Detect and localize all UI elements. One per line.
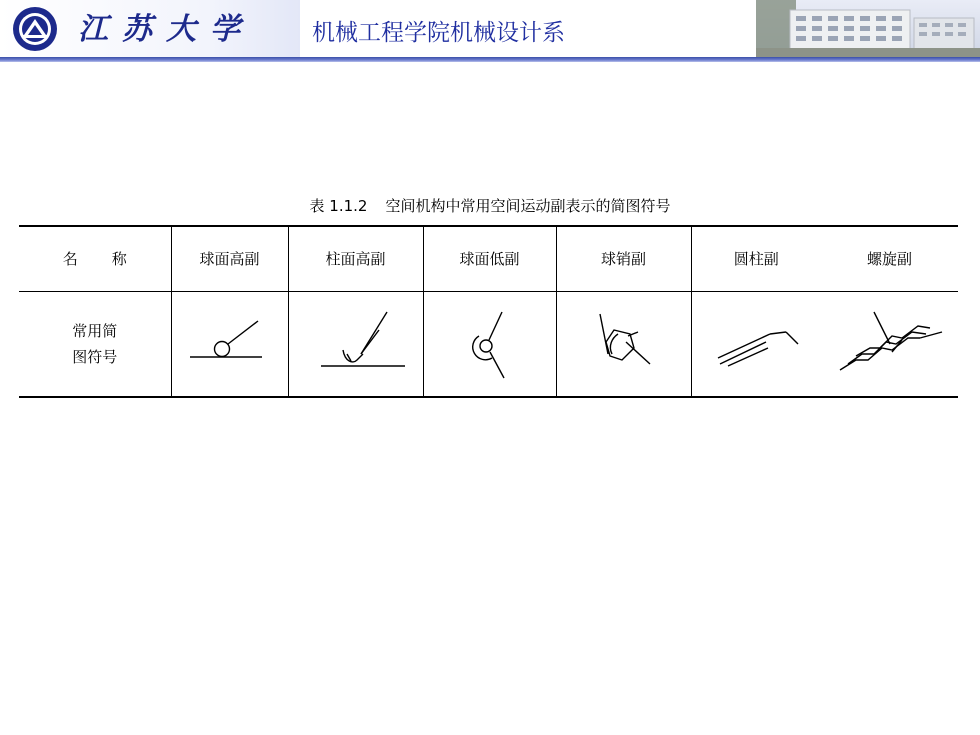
spherical-lower-pair-icon	[450, 302, 530, 386]
department-name: 机械工程学院机械设计系	[312, 20, 565, 46]
header-divider	[0, 57, 980, 62]
kinematic-pair-symbol-table	[19, 225, 958, 398]
cylinder-plane-higher-pair-icon	[301, 304, 411, 384]
campus-building-photo	[756, 0, 980, 57]
cylindrical-pair-icon	[706, 314, 806, 374]
cell-spherical-pin	[556, 292, 691, 398]
table-caption	[0, 196, 980, 216]
sphere-plane-higher-pair-icon	[182, 309, 278, 379]
column-header-spherical-pin: 球销副	[556, 226, 691, 292]
table-header-row	[19, 226, 958, 292]
page-header	[0, 0, 980, 62]
university-name: 江苏大学	[78, 12, 254, 47]
caption-title: 空间机构中常用空间运动副表示的简图符号	[385, 197, 671, 215]
row-header-name: 名 称	[19, 226, 171, 292]
helical-pair-icon	[830, 304, 950, 384]
cell-sphere-plane	[171, 292, 288, 398]
column-header-sphere-plane: 球面高副	[171, 226, 288, 292]
university-logo-icon	[12, 6, 58, 52]
table-symbol-row	[19, 292, 958, 398]
column-header-helical: 螺旋副	[821, 226, 958, 292]
spherical-pin-pair-icon	[576, 302, 672, 386]
column-header-cylinder-plane: 柱面高副	[288, 226, 423, 292]
column-header-cylindrical: 圆柱副	[691, 226, 821, 292]
cell-cylinder-plane	[288, 292, 423, 398]
caption-number: 表 1.1.2	[309, 197, 368, 215]
column-header-spherical-lower: 球面低副	[423, 226, 556, 292]
cell-helical	[821, 292, 958, 398]
row-label-symbols: 常用简 图符号	[72, 322, 118, 366]
cell-cylindrical	[691, 292, 821, 398]
cell-spherical-lower	[423, 292, 556, 398]
